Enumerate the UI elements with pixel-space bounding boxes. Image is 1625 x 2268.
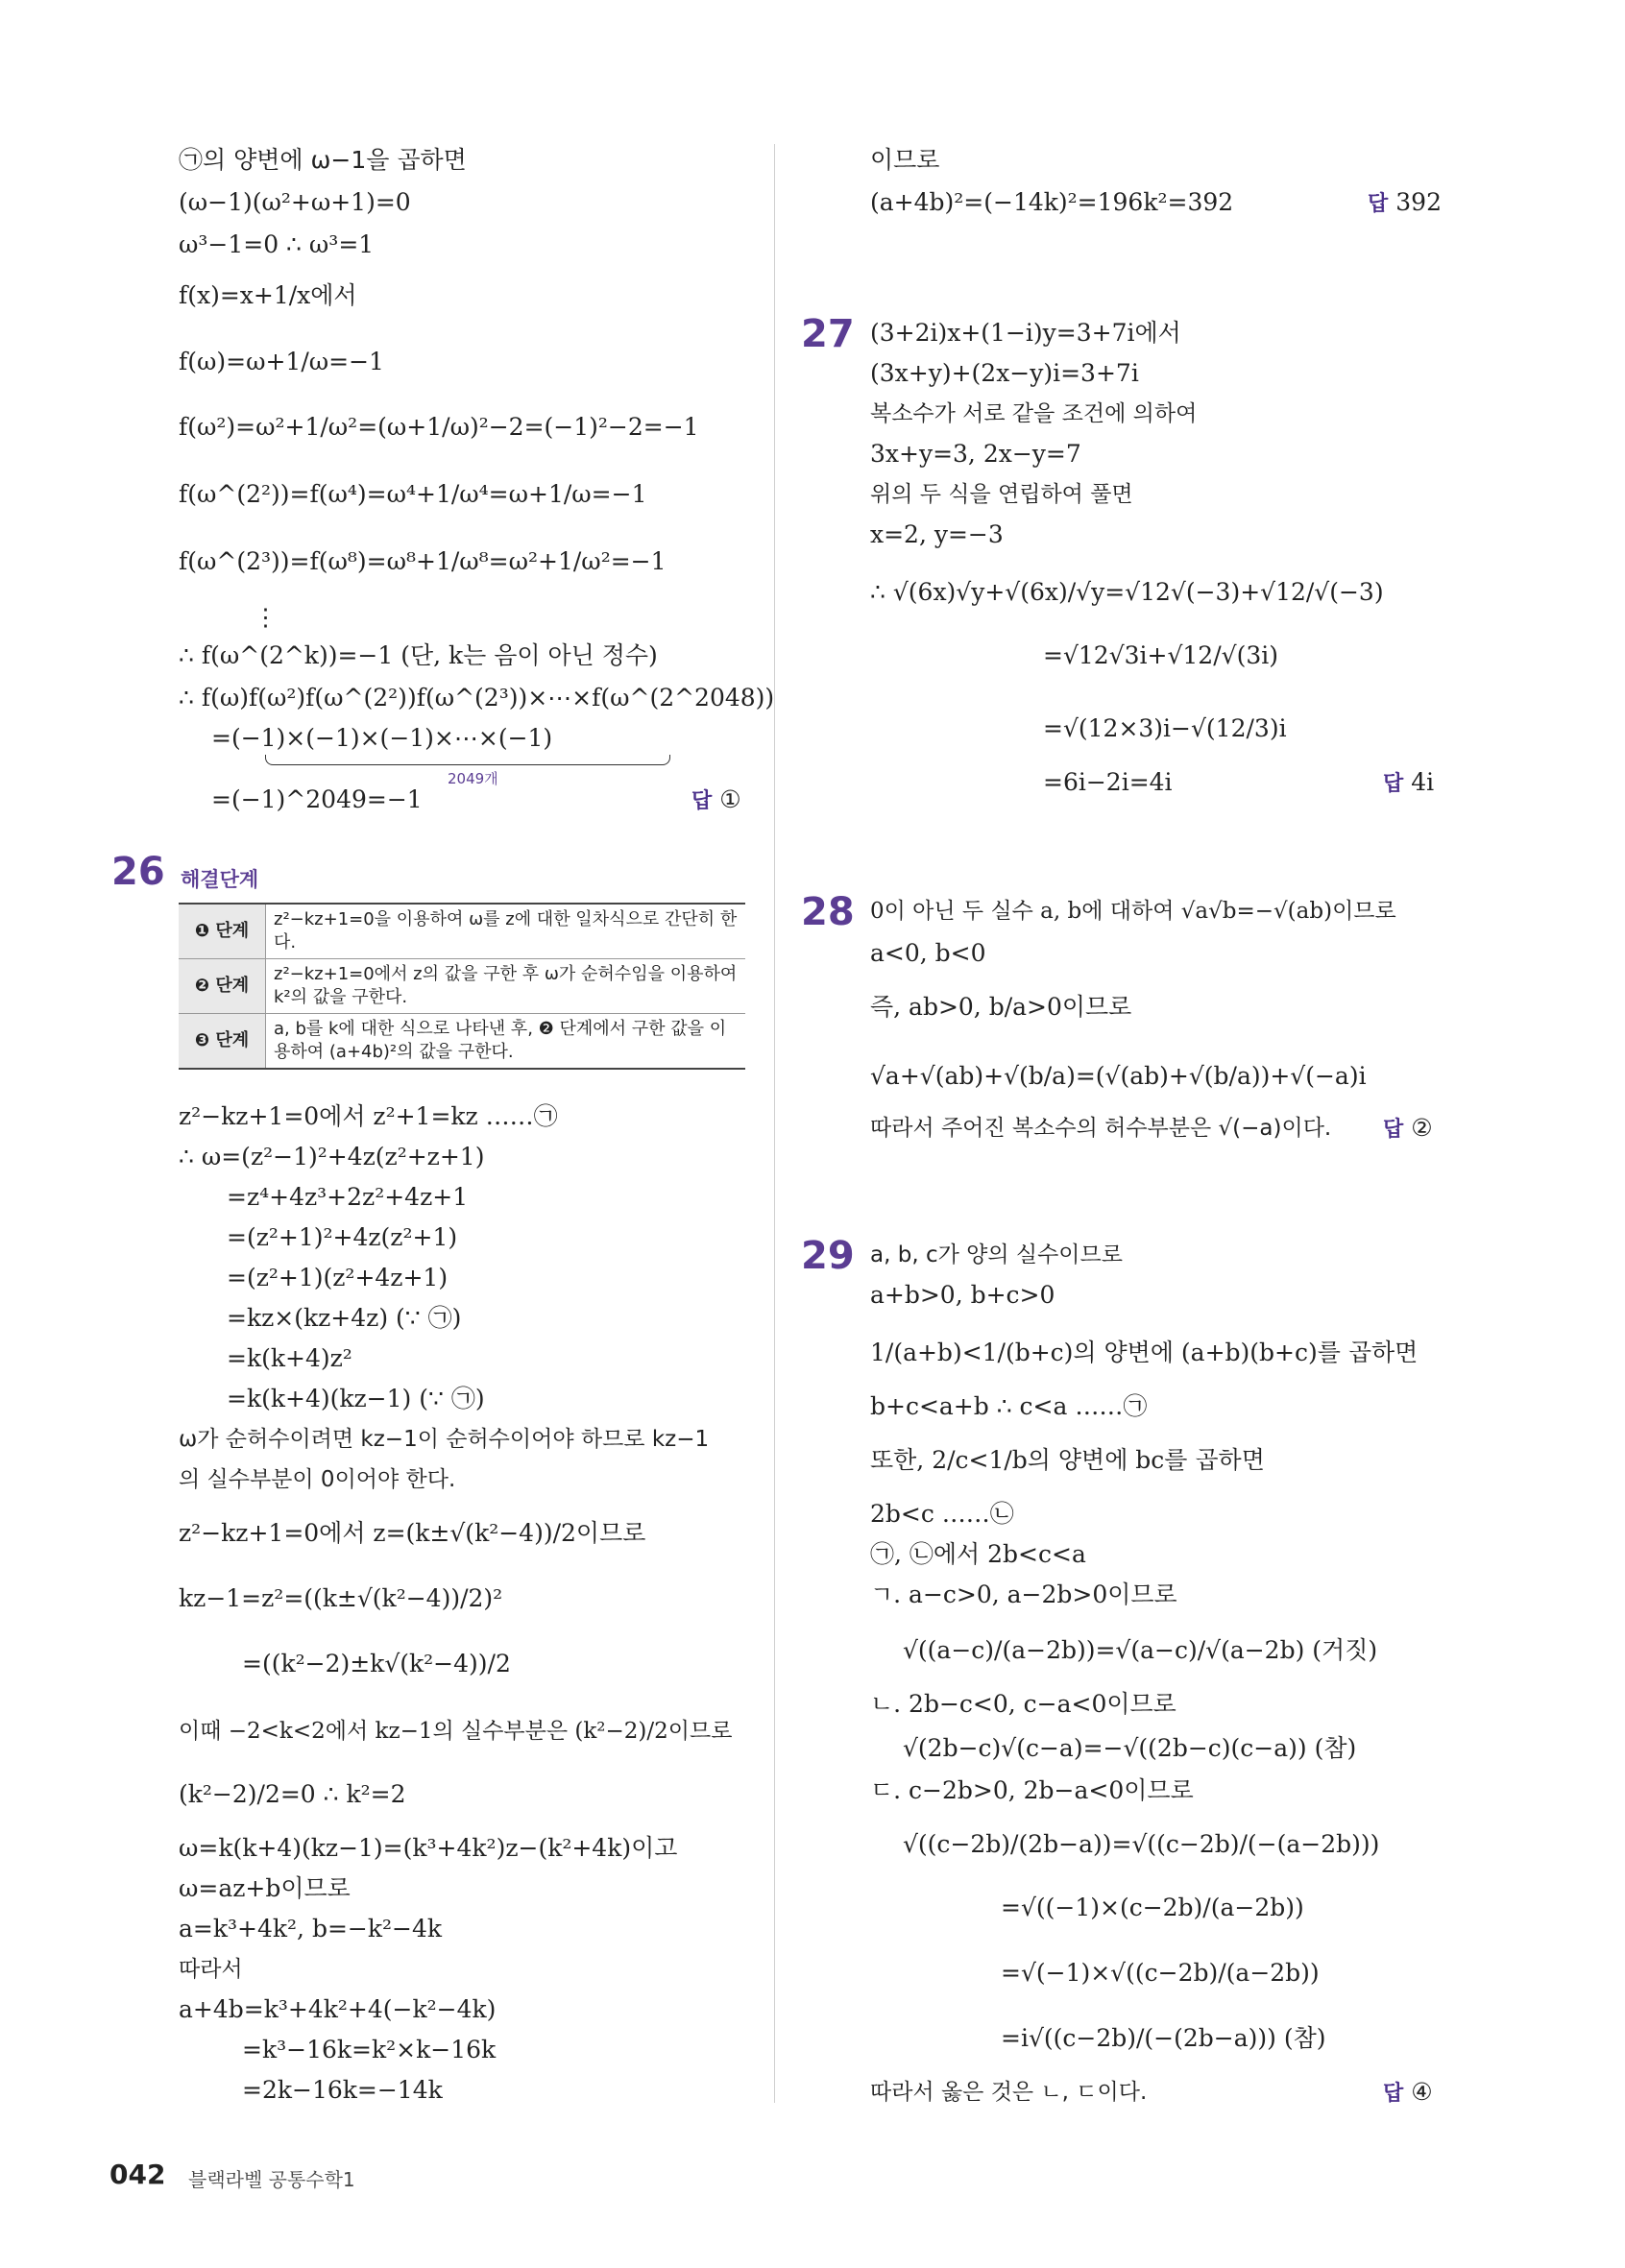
question-number-28: 28 <box>801 890 855 934</box>
answer-value: 392 <box>1395 188 1442 216</box>
math-line: 즉, ab>0, b/a>0이므로 <box>870 993 1132 1021</box>
question-number-27: 27 <box>801 312 855 356</box>
answer-27 <box>1383 768 1434 799</box>
math-line: =(z²+1)(z²+4z+1) <box>227 1264 449 1291</box>
step-label: ❸ 단계 <box>179 1014 266 1070</box>
math-line: =√((−1)×(c−2b)/(a−2b)) <box>1001 1894 1304 1921</box>
math-line: ㄱ. a−c>0, a−2b>0이므로 <box>870 1580 1177 1608</box>
underbrace <box>265 755 670 765</box>
answer-value: 4i <box>1411 768 1435 796</box>
math-line: f(ω^(2²))=f(ω⁴)=ω⁴+1/ω⁴=ω+1/ω=−1 <box>179 480 647 508</box>
text-line: 복소수가 서로 같을 조건에 의하여 <box>870 401 1198 426</box>
answer-label: 답 <box>1368 192 1389 216</box>
math-line: f(ω^(2³))=f(ω⁸)=ω⁸+1/ω⁸=ω²+1/ω²=−1 <box>179 547 667 575</box>
math-line: ∴ f(ω)f(ω²)f(ω^(2²))f(ω^(2³))×⋯×f(ω^(2^2048)) <box>179 684 775 712</box>
math-line: =k(k+4)(kz−1) (∵ ㉠) <box>227 1385 485 1412</box>
math-line: 이때 −2<k<2에서 kz−1의 실수부분은 (k²−2)/2이므로 <box>179 1719 733 1744</box>
math-line: a=k³+4k², b=−k²−4k <box>179 1915 443 1942</box>
math-line: 1/(a+b)<1/(b+c)의 양변에 (a+b)(b+c)를 곱하면 <box>870 1339 1419 1366</box>
math-line: f(ω)=ω+1/ω=−1 <box>179 348 384 375</box>
math-line: ∴ ω=(z²−1)²+4z(z²+z+1) <box>179 1143 485 1170</box>
answer-label: 답 <box>1383 772 1404 796</box>
math-line: =2k−16k=−14k <box>242 2076 443 2104</box>
math-line: f(ω²)=ω²+1/ω²=(ω+1/ω)²−2=(−1)²−2=−1 <box>179 413 699 441</box>
math-line: √(2b−c)√(c−a)=−√((2b−c)(c−a)) (참) <box>903 1734 1357 1762</box>
math-line: =6i−2i=4i <box>1043 768 1173 796</box>
text-line: 따라서 주어진 복소수의 허수부분은 √(−a)이다. <box>870 1116 1332 1141</box>
answer-label: 답 <box>691 789 713 813</box>
step-row <box>179 959 745 1014</box>
math-line: =√(12×3)i−√(12/3)i <box>1043 714 1287 742</box>
answer-25 <box>691 785 741 816</box>
answer-label: 답 <box>1383 2082 1404 2106</box>
step-label: ❷ 단계 <box>179 959 266 1014</box>
text-line: 의 실수부분이 0이어야 한다. <box>179 1467 456 1492</box>
math-line: =k(k+4)z² <box>227 1344 352 1372</box>
math-line: (ω−1)(ω²+ω+1)=0 <box>179 188 411 216</box>
text-line: ω가 순허수이려면 kz−1이 순허수이어야 하므로 kz−1 <box>179 1427 710 1452</box>
step-row <box>179 1014 745 1070</box>
math-line: f(x)=x+1/x에서 <box>179 281 357 309</box>
question-number-26: 26 <box>111 850 165 894</box>
math-line: kz−1=z²=((k±√(k²−4))/2)² <box>179 1584 503 1612</box>
math-line: 3x+y=3, 2x−y=7 <box>870 440 1081 468</box>
math-line: x=2, y=−3 <box>870 520 1004 548</box>
text-line: 이므로 <box>870 146 940 174</box>
math-line: b+c<a+b ∴ c<a ……㉠ <box>870 1392 1148 1420</box>
math-line: ω=k(k+4)(kz−1)=(k³+4k²)z−(k²+4k)이고 <box>179 1834 678 1862</box>
vertical-dots: ⋮ <box>254 603 278 631</box>
text-line: a, b, c가 양의 실수이므로 <box>870 1243 1123 1267</box>
math-line: =i√((c−2b)/(−(2b−a))) (참) <box>1001 2024 1326 2052</box>
math-line: ω=az+b이므로 <box>179 1874 351 1902</box>
math-line: z²−kz+1=0에서 z=(k±√(k²−4))/2이므로 <box>179 1519 646 1547</box>
math-line: =kz×(kz+4z) (∵ ㉠) <box>227 1304 462 1332</box>
math-line: =z⁴+4z³+2z²+4z+1 <box>227 1183 469 1211</box>
math-line: =k³−16k=k²×k−16k <box>242 2036 497 2063</box>
math-line: a+4b=k³+4k²+4(−k²−4k) <box>179 1995 497 2023</box>
text-line: 따라서 <box>179 1957 243 1982</box>
answer-value: ① <box>719 785 741 813</box>
math-line: =(z²+1)²+4z(z²+1) <box>227 1223 458 1251</box>
math-line: ω³−1=0 ∴ ω³=1 <box>179 230 375 258</box>
math-line: (k²−2)/2=0 ∴ k²=2 <box>179 1780 406 1808</box>
math-line: 2b<c ……㉡ <box>870 1500 1014 1528</box>
answer-value: ② <box>1411 1114 1433 1142</box>
step-row <box>179 904 745 959</box>
page-number: 042 <box>109 2159 166 2190</box>
math-line: =√(−1)×√((c−2b)/(a−2b)) <box>1001 1959 1320 1987</box>
math-line: ∴ √(6x)√y+√(6x)/√y=√12√(−3)+√12/√(−3) <box>870 578 1384 606</box>
question-number-29: 29 <box>801 1234 855 1278</box>
answer-value: ④ <box>1411 2078 1433 2106</box>
math-line: =√12√3i+√12/√(3i) <box>1043 641 1278 669</box>
step-text: a, b를 k에 대한 식으로 나타낸 후, ❷ 단계에서 구한 값을 이용하여 (a+4b)²의 값을 구한다. <box>266 1014 746 1070</box>
math-line: =(−1)^2049=−1 <box>211 785 423 813</box>
math-line: ㉠, ㉡에서 2b<c<a <box>870 1540 1086 1568</box>
answer-28 <box>1383 1114 1433 1145</box>
math-line: ∴ f(ω^(2^k))=−1 (단, k는 음이 아닌 정수) <box>179 641 658 669</box>
answer-label: 답 <box>1383 1118 1404 1142</box>
math-line: =(−1)×(−1)×(−1)×⋯×(−1) <box>211 724 553 752</box>
math-line: √((c−2b)/(2b−a))=√((c−2b)/(−(a−2b))) <box>903 1830 1380 1858</box>
text-line: ㉠의 양변에 ω−1을 곱하면 <box>179 146 467 174</box>
math-line: √a+√(ab)+√(b/a)=(√(ab)+√(b/a))+√(−a)i <box>870 1062 1367 1090</box>
math-line: a+b>0, b+c>0 <box>870 1281 1055 1309</box>
column-divider <box>774 144 775 2103</box>
math-line: (3x+y)+(2x−y)i=3+7i <box>870 359 1139 387</box>
math-line: z²−kz+1=0에서 z²+1=kz ……㉠ <box>179 1102 558 1130</box>
math-line: 0이 아닌 두 실수 a, b에 대하여 √a√b=−√(ab)이므로 <box>870 899 1396 924</box>
brace-note: 2049개 <box>448 770 498 787</box>
step-text: z²−kz+1=0에서 z의 값을 구한 후 ω가 순허수임을 이용하여 k²의 값을 구한다. <box>266 959 746 1014</box>
math-line: 또한, 2/c<1/b의 양변에 bc를 곱하면 <box>870 1446 1265 1474</box>
text-line: 위의 두 식을 연립하여 풀면 <box>870 482 1133 507</box>
math-line: √((a−c)/(a−2b))=√(a−c)/√(a−2b) (거짓) <box>903 1636 1378 1664</box>
answer-29 <box>1383 2078 1433 2109</box>
step-text: z²−kz+1=0을 이용하여 ω를 z에 대한 일차식으로 간단히 한다. <box>266 904 746 959</box>
solution-steps-title: 해결단계 <box>181 868 259 891</box>
book-title: 블랙라벨 공통수학1 <box>188 2168 355 2191</box>
math-line: a<0, b<0 <box>870 939 986 967</box>
math-line: ㄴ. 2b−c<0, c−a<0이므로 <box>870 1690 1176 1718</box>
answer-26 <box>1368 188 1442 219</box>
step-label: ❶ 단계 <box>179 904 266 959</box>
math-line: ㄷ. c−2b>0, 2b−a<0이므로 <box>870 1776 1194 1804</box>
math-line: (a+4b)²=(−14k)²=196k²=392 <box>870 188 1234 216</box>
math-line: =((k²−2)±k√(k²−4))/2 <box>242 1650 511 1677</box>
solution-steps-table <box>179 903 745 1070</box>
math-line: (3+2i)x+(1−i)y=3+7i에서 <box>870 319 1181 347</box>
text-line: 따라서 옳은 것은 ㄴ, ㄷ이다. <box>870 2080 1148 2105</box>
